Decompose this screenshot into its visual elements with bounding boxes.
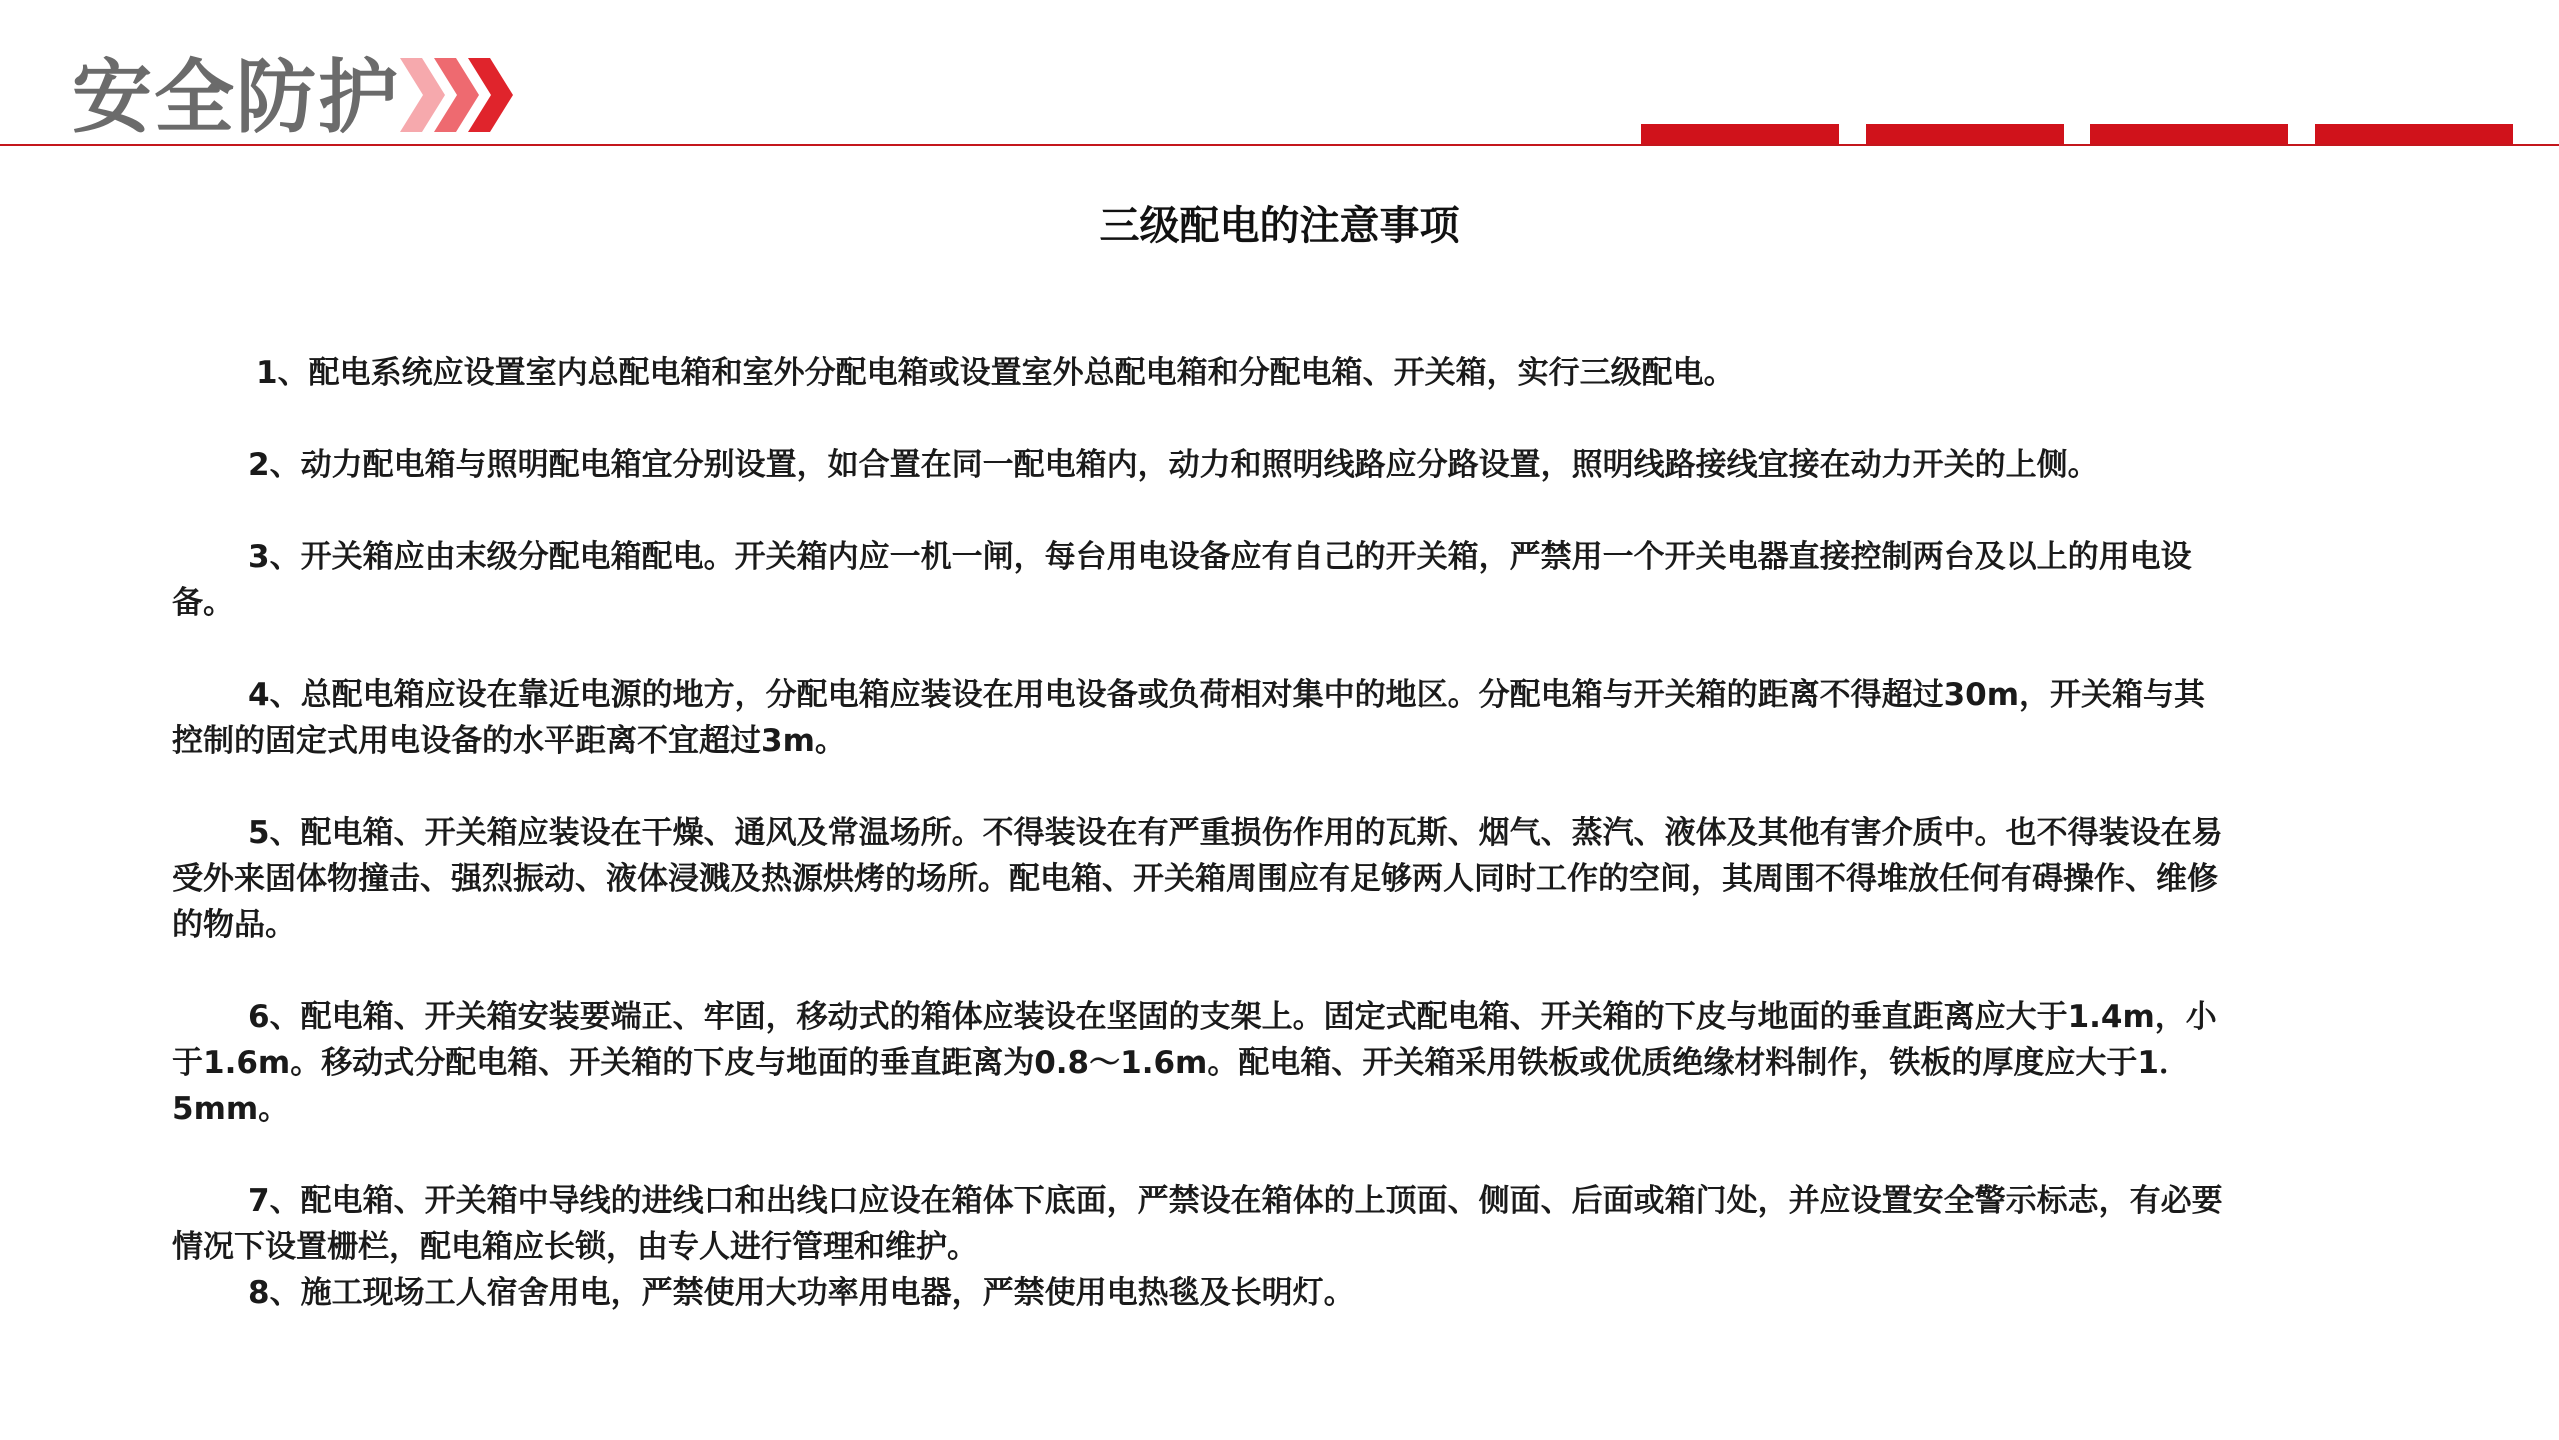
paragraph-item-4: 4、总配电箱应设在靠近电源的地方，分配电箱应装设在用电设备或负荷相对集中的地区。分配电箱与开关箱的距离不得超过30m，开关箱与其控制的固定式用电设备的水平距离不宜超过3m。 (172, 677, 2206, 759)
header-accent-bar (1866, 124, 2064, 144)
header-accent-bar (2315, 124, 2513, 144)
document-title: 三级配电的注意事项 (1099, 203, 1460, 249)
paragraph-item-2: 2、动力配电箱与照明配电箱宜分别设置，如合置在同一配电箱内，动力和照明线路应分路设置，照明线路接线宜接在动力开关的上侧。 (248, 447, 2099, 483)
document-body (172, 350, 2232, 1316)
section-title: 安全防护 (72, 51, 400, 144)
paragraph-item-8: 8、施工现场工人宿舍用电，严禁使用大功率用电器，严禁使用电热毯及长明灯。 (248, 1275, 1355, 1311)
header-divider (0, 144, 2559, 146)
header-accent-bar (1641, 124, 1839, 144)
chevron-arrows-icon (400, 58, 515, 132)
paragraph-item-6: 6、配电箱、开关箱安装要端正、牢固，移动式的箱体应装设在坚固的支架上。固定式配电箱、开关箱的下皮与地面的垂直距离应大于1.4m，小于1.6m。移动式分配电箱、开关箱的下皮与地面的垂直距离为0.8～1.6m。配电箱、开关箱采用铁板或优质绝缘材料制作，铁板的厚度应大于1．5mm。 (172, 999, 2217, 1127)
paragraph-item-3: 3、开关箱应由末级分配电箱配电。开关箱内应一机一闸，每台用电设备应有自己的开关箱，严禁用一个开关电器直接控制两台及以上的用电设备。 (172, 539, 2192, 621)
header-accent-bar (2090, 124, 2288, 144)
chevron-light-icon (400, 58, 445, 132)
paragraph-item-1: 1、配电系统应设置室内总配电箱和室外分配电箱或设置室外总配电箱和分配电箱、开关箱，实行三级配电。 (256, 355, 1735, 391)
paragraph-item-7: 7、配电箱、开关箱中导线的进线口和出线口应设在箱体下底面，严禁设在箱体的上顶面、侧面、后面或箱门处，并应设置安全警示标志，有必要情况下设置栅栏，配电箱应长锁，由专人进行管理和维护。 (172, 1183, 2223, 1265)
paragraph-item-5: 5、配电箱、开关箱应装设在干燥、通风及常温场所。不得装设在有严重损伤作用的瓦斯、烟气、蒸汽、液体及其他有害介质中。也不得装设在易受外来固体物撞击、强烈振动、液体浸溅及热源烘烤的场所。配电箱、开关箱周围应有足够两人同时工作的空间，其周围不得堆放任何有碍操作、维修的物品。 (172, 815, 2223, 943)
